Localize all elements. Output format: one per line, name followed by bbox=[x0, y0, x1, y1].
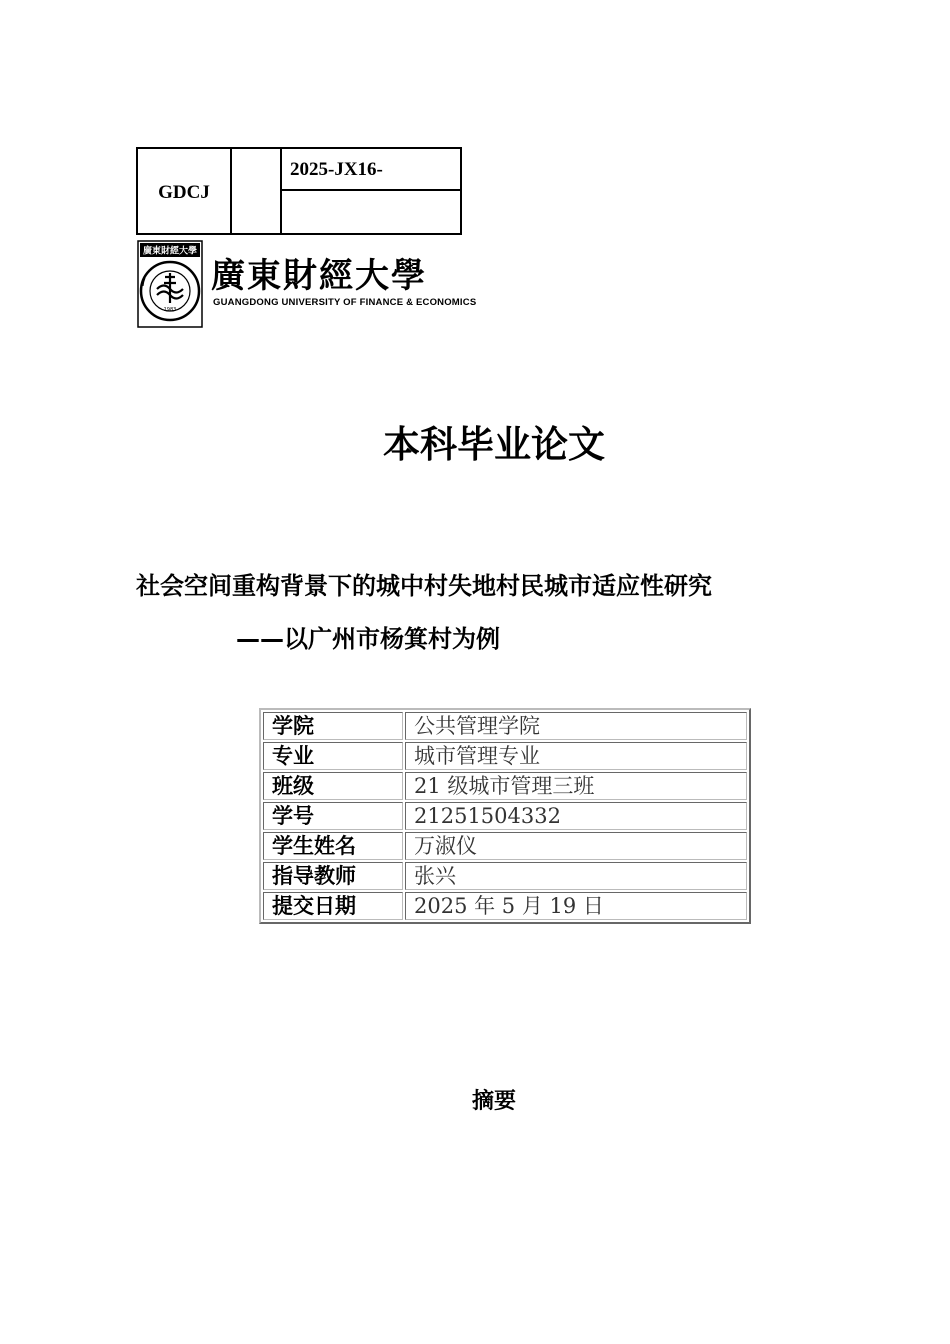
info-value: 城市管理专业 bbox=[405, 742, 747, 770]
info-label: 班级 bbox=[263, 772, 403, 800]
document-type-title: 本科毕业论文 bbox=[383, 423, 605, 466]
info-value: 公共管理学院 bbox=[405, 712, 747, 740]
code-number-second bbox=[282, 191, 460, 233]
info-value: 21251504332 bbox=[405, 802, 747, 830]
university-name-cn: 廣東財經大學 bbox=[211, 256, 427, 296]
info-label: 学号 bbox=[263, 802, 403, 830]
info-label: 专业 bbox=[263, 742, 403, 770]
info-value: 张兴 bbox=[405, 862, 747, 890]
table-row bbox=[263, 892, 747, 920]
student-info-table bbox=[259, 708, 751, 924]
thesis-title: 社会空间重构背景下的城中村失地村民城市适应性研究 bbox=[136, 572, 712, 600]
table-row bbox=[263, 862, 747, 890]
info-label: 指导教师 bbox=[263, 862, 403, 890]
table-row bbox=[263, 802, 747, 830]
university-seal-icon bbox=[137, 240, 203, 328]
info-label: 学生姓名 bbox=[263, 832, 403, 860]
code-number: 2025-JX16- bbox=[282, 149, 460, 191]
thesis-subtitle: ——以广州市杨箕村为例 bbox=[236, 625, 500, 653]
svg-text:1983: 1983 bbox=[163, 307, 177, 313]
university-name-en: GUANGDONG UNIVERSITY OF FINANCE & ECONOMICS bbox=[213, 297, 477, 308]
table-row bbox=[263, 772, 747, 800]
svg-text:廣東財經大學: 廣東財經大學 bbox=[142, 246, 198, 257]
abstract-heading: 摘要 bbox=[471, 1089, 516, 1114]
info-label: 提交日期 bbox=[263, 892, 403, 920]
table-row bbox=[263, 742, 747, 770]
table-row bbox=[263, 712, 747, 740]
code-label: GDCJ bbox=[138, 149, 232, 233]
info-value: 21 级城市管理三班 bbox=[405, 772, 747, 800]
document-code-box bbox=[136, 147, 462, 235]
code-blank-cell bbox=[232, 149, 282, 233]
info-label: 学院 bbox=[263, 712, 403, 740]
info-value: 万淑仪 bbox=[405, 832, 747, 860]
table-row bbox=[263, 832, 747, 860]
info-value: 2025 年 5 月 19 日 bbox=[405, 892, 747, 920]
university-logo bbox=[137, 240, 477, 328]
